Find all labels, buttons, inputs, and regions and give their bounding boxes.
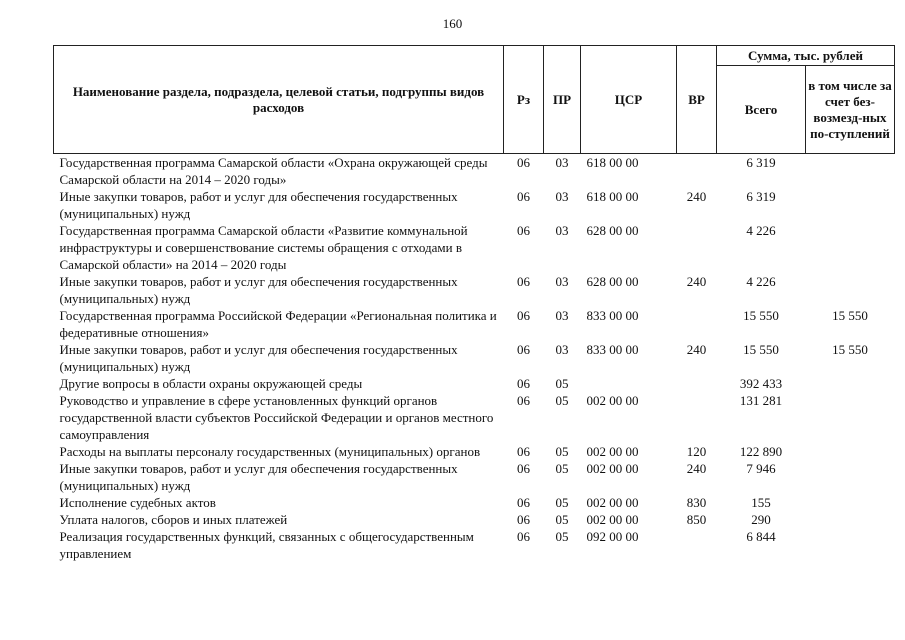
cell-vr: 240 (686, 274, 707, 289)
cell-vr: 240 (686, 342, 707, 357)
cell-pr: 03 (555, 155, 569, 170)
cell-name: Государственная программа Российской Федерации «Региональная политика и федеративные отношения» (59, 308, 497, 340)
cell-total: 6 319 (746, 155, 776, 170)
cell-rz: 06 (517, 461, 530, 476)
header-vr: ВР (677, 46, 717, 154)
page-number: 160 (442, 16, 463, 31)
cell-pr: 03 (555, 308, 569, 323)
header-total: Всего (717, 66, 806, 154)
cell-name: Государственная программа Самарской области «Охрана окружающей среды Самарской области на 2014 – 2020 годы» (59, 155, 488, 187)
cell-grant: 15 550 (832, 342, 868, 357)
cell-csr: 618 00 00 (586, 155, 639, 170)
header-grant: в том числе за счет без-возмезд-ных по-ступлений (806, 66, 895, 154)
cell-name: Исполнение судебных актов (59, 495, 216, 510)
cell-csr: 092 00 00 (586, 529, 639, 544)
table-row (54, 511, 895, 528)
cell-pr: 05 (555, 376, 569, 391)
cell-pr: 05 (555, 495, 569, 510)
cell-name: Уплата налогов, сборов и иных платежей (59, 512, 288, 527)
cell-total: 4 226 (746, 274, 776, 289)
table-row (54, 460, 895, 494)
cell-vr: 240 (686, 189, 707, 204)
cell-total: 15 550 (743, 308, 779, 323)
cell-total: 392 433 (739, 376, 783, 391)
cell-pr: 03 (555, 223, 569, 238)
cell-name: Руководство и управление в сфере установленных функций органов государственной власти субъектов Российской Федерации и органов местного самоуправления (59, 393, 494, 442)
table-row (54, 341, 895, 375)
cell-csr: 002 00 00 (586, 495, 639, 510)
cell-rz: 06 (517, 189, 530, 204)
cell-rz: 06 (517, 529, 530, 544)
cell-grant (806, 460, 895, 494)
cell-vr: 120 (686, 444, 707, 459)
cell-vr: 240 (686, 461, 707, 476)
cell-csr: 002 00 00 (586, 393, 639, 408)
table-row (54, 392, 895, 443)
table-row (54, 273, 895, 307)
table-row (54, 307, 895, 341)
table-row (54, 494, 895, 511)
cell-total: 155 (751, 495, 771, 510)
cell-rz: 06 (517, 393, 530, 408)
cell-pr: 05 (555, 461, 569, 476)
cell-rz: 06 (517, 155, 530, 170)
table-row (54, 154, 895, 189)
cell-grant (806, 154, 895, 189)
cell-total: 122 890 (739, 444, 783, 459)
header-rz: Рз (504, 46, 544, 154)
cell-csr: 618 00 00 (586, 189, 639, 204)
cell-rz: 06 (517, 376, 530, 391)
table-body (54, 154, 895, 563)
cell-total: 4 226 (746, 223, 776, 238)
header-csr: ЦСР (581, 46, 677, 154)
cell-csr (581, 375, 677, 392)
cell-name: Реализация государственных функций, связанных с общегосударственным управлением (59, 529, 474, 561)
cell-pr: 05 (555, 529, 569, 544)
cell-rz: 06 (517, 308, 530, 323)
cell-vr: 830 (686, 495, 707, 510)
table-row (54, 222, 895, 273)
cell-vr (677, 154, 717, 189)
cell-grant (806, 528, 895, 562)
cell-csr: 628 00 00 (586, 223, 639, 238)
table-row (54, 443, 895, 460)
header-pr: ПР (544, 46, 581, 154)
header-name: Наименование раздела, подраздела, целевой статьи, подгруппы видов расходов (54, 46, 504, 154)
cell-grant (806, 188, 895, 222)
cell-csr: 002 00 00 (586, 461, 639, 476)
cell-rz: 06 (517, 495, 530, 510)
cell-name: Другие вопросы в области охраны окружающей среды (59, 376, 363, 391)
cell-name: Иные закупки товаров, работ и услуг для обеспечения государственных (муниципальных) нужд (59, 274, 458, 306)
cell-vr: 850 (686, 512, 707, 527)
cell-grant: 15 550 (832, 308, 868, 323)
cell-csr: 833 00 00 (586, 342, 639, 357)
cell-pr: 03 (555, 189, 569, 204)
budget-table (53, 45, 895, 562)
cell-grant (806, 511, 895, 528)
cell-grant (806, 375, 895, 392)
table-header (54, 46, 895, 154)
cell-total: 290 (751, 512, 771, 527)
cell-total: 15 550 (743, 342, 779, 357)
cell-total: 6 319 (746, 189, 776, 204)
cell-rz: 06 (517, 274, 530, 289)
cell-total: 6 844 (746, 529, 776, 544)
cell-rz: 06 (517, 444, 530, 459)
table-row (54, 528, 895, 562)
cell-name: Иные закупки товаров, работ и услуг для обеспечения государственных (муниципальных) нужд (59, 189, 458, 221)
cell-grant (806, 494, 895, 511)
cell-grant (806, 443, 895, 460)
cell-rz: 06 (517, 512, 530, 527)
cell-vr (677, 528, 717, 562)
header-sum-group: Сумма, тыс. рублей (717, 46, 895, 66)
cell-pr: 03 (555, 342, 569, 357)
cell-rz: 06 (517, 342, 530, 357)
cell-pr: 05 (555, 512, 569, 527)
cell-pr: 05 (555, 444, 569, 459)
cell-vr (677, 375, 717, 392)
cell-pr: 03 (555, 274, 569, 289)
cell-vr (677, 307, 717, 341)
cell-vr (677, 392, 717, 443)
cell-name: Иные закупки товаров, работ и услуг для обеспечения государственных (муниципальных) нужд (59, 461, 458, 493)
cell-grant (806, 273, 895, 307)
cell-name: Иные закупки товаров, работ и услуг для обеспечения государственных (муниципальных) нужд (59, 342, 458, 374)
cell-csr: 628 00 00 (586, 274, 639, 289)
cell-csr: 002 00 00 (586, 512, 639, 527)
cell-pr: 05 (555, 393, 569, 408)
cell-grant (806, 392, 895, 443)
cell-total: 131 281 (739, 393, 783, 408)
cell-rz: 06 (517, 223, 530, 238)
cell-vr (677, 222, 717, 273)
cell-csr: 002 00 00 (586, 444, 639, 459)
table-row (54, 188, 895, 222)
cell-grant (806, 222, 895, 273)
table-row (54, 375, 895, 392)
cell-csr: 833 00 00 (586, 308, 639, 323)
cell-name: Расходы на выплаты персоналу государственных (муниципальных) органов (59, 444, 481, 459)
cell-total: 7 946 (746, 461, 776, 476)
cell-name: Государственная программа Самарской области «Развитие коммунальной инфраструктуры и совершенствование системы обращения с отходами в Самарской области» на 2014 – 2020 годы (59, 223, 468, 272)
